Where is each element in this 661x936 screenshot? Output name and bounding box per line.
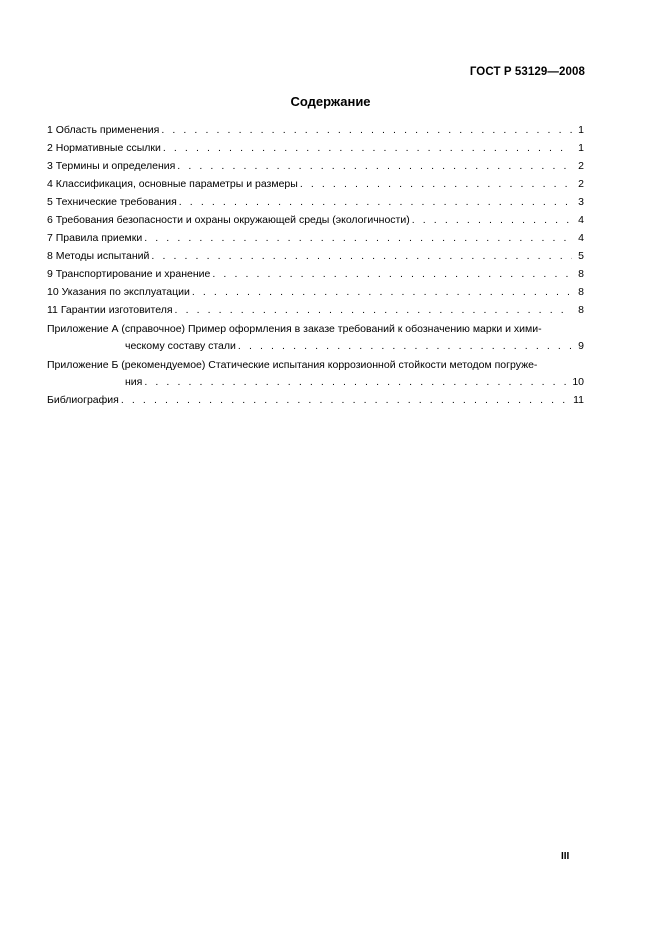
leader-dots <box>212 265 572 283</box>
toc-entry-page: 8 <box>578 286 584 298</box>
leader-dots <box>192 283 572 301</box>
toc-entry-page: 4 <box>578 232 584 244</box>
toc-entry-label: 8 Методы испытаний <box>47 250 150 262</box>
toc-entry-3[interactable] <box>47 157 584 175</box>
toc-entry-9[interactable] <box>47 265 584 283</box>
toc-entry-page: 1 <box>578 142 584 154</box>
toc-entry-page: 2 <box>578 178 584 190</box>
toc-entry-label: 6 Требования безопасности и охраны окружающей среды (экологичности) <box>47 214 410 226</box>
toc-annex-line2-row <box>47 337 584 355</box>
toc-entry-page: 8 <box>578 304 584 316</box>
toc-entry-label: 3 Термины и определения <box>47 160 176 172</box>
toc-entry-page: 4 <box>578 214 584 226</box>
toc-entry-bibliography[interactable] <box>47 391 584 409</box>
toc-entry-page: 5 <box>578 250 584 262</box>
toc-entry-1[interactable] <box>47 121 584 139</box>
leader-dots <box>175 301 572 319</box>
toc-title: Содержание <box>290 94 371 109</box>
page-number: III <box>561 851 570 862</box>
toc-entry-7[interactable] <box>47 229 584 247</box>
toc-entry-label: 5 Технические требования <box>47 196 177 208</box>
leader-dots <box>412 211 572 229</box>
leader-dots <box>121 391 571 409</box>
leader-dots <box>163 139 572 157</box>
toc-entry-page: 2 <box>578 160 584 172</box>
toc-entry-label: 1 Область применения <box>47 124 160 136</box>
toc-entry-6[interactable] <box>47 211 584 229</box>
toc-entry-11[interactable] <box>47 301 584 319</box>
leader-dots <box>177 157 572 175</box>
toc-entry-label: 4 Классификация, основные параметры и размеры <box>47 178 298 190</box>
toc-entry-page: 1 <box>578 124 584 136</box>
toc-annex-line2-row <box>47 373 584 391</box>
toc-entry-page: 9 <box>578 340 584 352</box>
toc-entry-page: 8 <box>578 268 584 280</box>
toc-annex-line1: Приложение Б (рекомендуемое) Статические испытания коррозионной стойкости методом погруже- <box>47 359 538 371</box>
toc-entry-page: 3 <box>578 196 584 208</box>
toc-entry-page: 10 <box>572 376 584 388</box>
leader-dots <box>238 337 572 355</box>
toc-annex-line1: Приложение А (справочное) Пример оформления в заказе требований к обозначению марки и хими- <box>47 323 542 335</box>
toc-entry-label: Библиография <box>47 394 119 406</box>
toc-entry-label: 10 Указания по эксплуатации <box>47 286 190 298</box>
toc-entry-label: 2 Нормативные ссылки <box>47 142 161 154</box>
toc-entry-5[interactable] <box>47 193 584 211</box>
leader-dots <box>300 175 572 193</box>
toc-annex-b[interactable] <box>47 356 584 391</box>
toc-entry-page: 11 <box>573 394 584 406</box>
toc-entry-10[interactable] <box>47 283 584 301</box>
leader-dots <box>144 229 572 247</box>
toc-entry-8[interactable] <box>47 247 584 265</box>
toc-entry-4[interactable] <box>47 175 584 193</box>
toc-entry-label: 9 Транспортирование и хранение <box>47 268 211 280</box>
table-of-contents <box>47 121 584 409</box>
toc-annex-line2: ния <box>125 376 143 388</box>
toc-entry-label: 7 Правила приемки <box>47 232 143 244</box>
toc-entry-label: 11 Гарантии изготовителя <box>47 304 173 316</box>
document-code: ГОСТ Р 53129—2008 <box>469 66 585 78</box>
leader-dots <box>161 121 572 139</box>
leader-dots <box>179 193 572 211</box>
toc-entry-2[interactable] <box>47 139 584 157</box>
toc-annex-line2: ческому составу стали <box>125 340 236 352</box>
leader-dots <box>151 247 572 265</box>
leader-dots <box>144 373 570 391</box>
toc-annex-a[interactable] <box>47 320 584 355</box>
